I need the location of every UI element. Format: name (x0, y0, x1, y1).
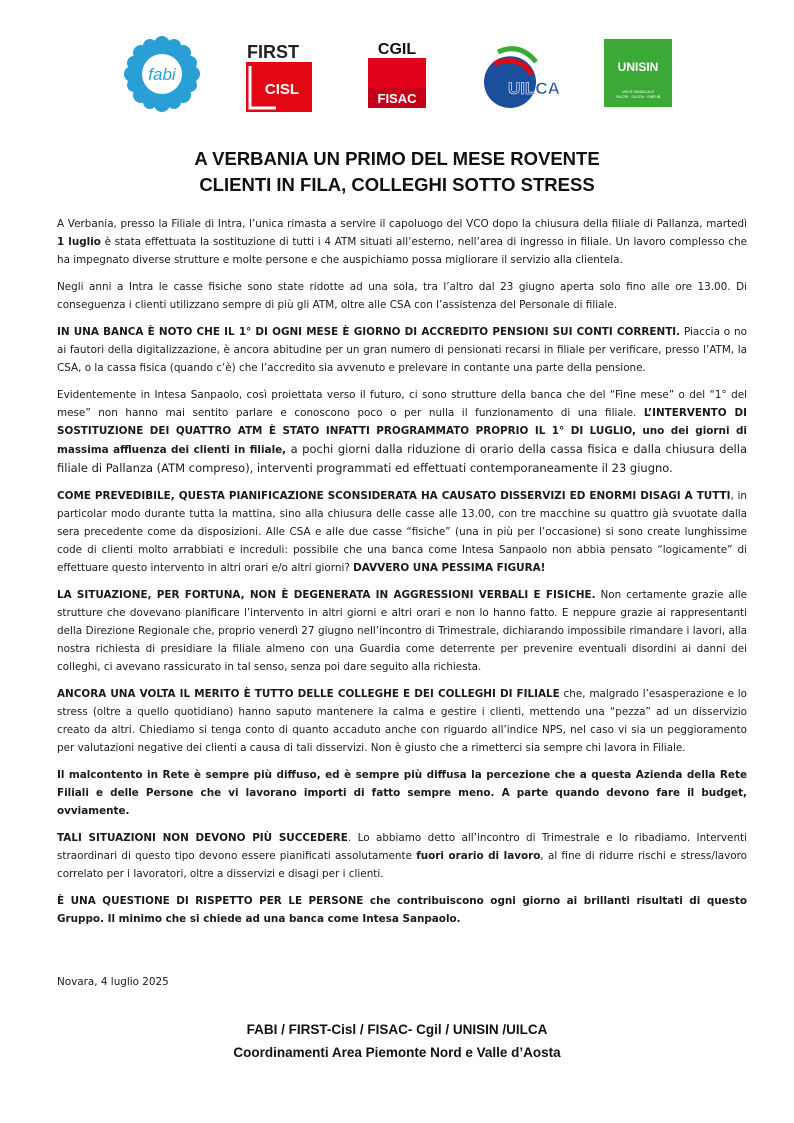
paragraph-5-text: , in particolar modo durante tutta la mattina, sino alla chiusura delle casse alle 13.00, con tre macchine su quattro già svuotate dalla sera precedente come da disposizioni. Alle CSA e alle due casse “fisiche” (una in più per l’occasione) si sono create lunghissime code di clienti molto arrabbiati e increduli: possibile che una banca come Intesa Sanpaolo non abbia pensato “logicamente” di effettuare questo intervento in altri orari e/o altri giorni? (57, 490, 747, 574)
paragraph-3-text: Piaccia o no ai fautori della digitalizzazione, è ancora abitudine per un gran numero di pensionati recarsi in filiale per verificare, presso l’ATM, la CSA, o la cassa fisica (quando c’è) che l’accredito sia avvenuto e prelevare in contante una parte della pensione. (57, 326, 747, 374)
cgil-logo-text: CGIL (377, 41, 417, 58)
first-cisl-logo (246, 42, 314, 112)
document-body (57, 215, 747, 937)
fabi-logo (122, 36, 202, 112)
fabi-logo-text: fabi (148, 65, 176, 84)
uilca-logo (480, 42, 566, 112)
paragraph-6-text: Non certamente grazie alle strutture che dovevano pianificare l’intervento in altri giorni e altri orari e non lo hanno fatto. E neppure grazie ai rappresentanti della Direzione Regionale che, proprio venerdì 27 giugno nell’incontro di Trimestrale, dichiarando impossibile rimandare i lavori, alla nostra richiesta di presidiare la filiale almeno con una Guardia come deterrente per prevenire eventuali disordini ai danni dei colleghi, ci avevano rassicurato in tal senso, senza poi dare seguito alla richiesta. (57, 589, 747, 673)
uilca-logo-text: UILCA (508, 79, 560, 98)
union-logos (0, 36, 794, 110)
paragraph-9 (57, 829, 747, 883)
title-line-1: A VERBANIA UN PRIMO DEL MESE ROVENTE (194, 148, 600, 169)
paragraph-5-bold-a: COME PREVEDIBILE, QUESTA PIANIFICAZIONE SCONSIDERATA HA CAUSATO DISSERVIZI ED ENORMI DISAGI A TUTTI (57, 490, 731, 502)
paragraph-4-text-a: Evidentemente in Intesa Sanpaolo, così proiettata verso il futuro, ci sono strutture della banca che del “Fine mese” o del “1° del mese” non hanno mai sentito parlare e conoscono poco o per nulla il funzionamento di una filiale. (57, 389, 747, 419)
paragraph-4 (57, 386, 747, 478)
signature-line-2: Coordinamenti Area Piemonte Nord e Valle d’Aosta (233, 1045, 561, 1060)
paragraph-1-text-c: è stata effettuata la sostituzione di tutti i 4 ATM situati all’esterno, nell’area di ingresso in filiale. Un lavoro complesso che ha impegnato diverse strutture e molte persone e che auspichiamo possa migliorare il servizio alla clientela. (57, 236, 747, 266)
paragraph-10 (57, 892, 747, 928)
unisin-logo-sub2: FALCRI · SILCEA · SINFUB (615, 95, 661, 99)
cgil-fisac-logo (366, 38, 428, 108)
dateline: Novara, 4 luglio 2025 (57, 976, 169, 988)
paragraph-3-bold: IN UNA BANCA È NOTO CHE IL 1° DI OGNI MESE È GIORNO DI ACCREDITO PENSIONI SUI CONTI CORRENTI. (57, 326, 681, 338)
fisac-logo-text: FISAC (377, 91, 417, 106)
unisin-logo-sub1: UNITÀ SINDACALE (621, 90, 655, 94)
paragraph-2: Negli anni a Intra le casse fisiche sono state ridotte ad una sola, tra l’altro dal 23 giugno aperta solo fino alle ore 13.00. Di conseguenza i clienti utilizzano sempre di più gli ATM, oltre alle CSA con l’assistenza del Personale di filiale. (57, 281, 747, 311)
paragraph-4-bold: L’INTERVENTO DI SOSTITUZIONE DEI QUATTRO ATM È STATO INFATTI PROGRAMMATO PROPRIO IL 1° DI LUGLIO, uno dei giorni di massima affluenza dei clienti in filiale, (57, 407, 747, 456)
paragraph-7 (57, 685, 747, 757)
paragraph-9-bold-c: fuori orario di lavoro (416, 850, 541, 862)
unisin-logo (604, 39, 672, 107)
paragraph-8-bold: Il malcontento in Rete è sempre più diffuso, ed è sempre più diffusa la percezione che a questa Azienda della Rete Filiali e delle Persone che vi lavorano importi di fatto sempre meno. A parte quando devono fare il budget, ovviamente. (57, 769, 747, 817)
paragraph-6 (57, 586, 747, 676)
document-title (0, 146, 794, 198)
paragraph-9-bold-a: TALI SITUAZIONI NON DEVONO PIÙ SUCCEDERE (57, 832, 348, 844)
paragraph-9-text-b: . Lo abbiamo detto all’incontro di Trimestrale e lo ribadiamo. Interventi straordinari di questo tipo devono essere pianificati assolutamente (57, 832, 747, 862)
paragraph-3 (57, 323, 747, 377)
paragraph-10-bold-b: che contribuiscono ogni giorno ai brillanti risultati di questo Gruppo. Il minimo che si chiede ad una banca come Intesa Sanpaolo. (57, 895, 747, 925)
paragraph-9-text-d: , al fine di ridurre rischi e stress/lavoro correlato per i lavoratori, oltre a disservizi e disagi per i clienti. (57, 850, 747, 880)
paragraph-7-text: che, malgrado l’esasperazione e lo stress (oltre a quello quotidiano) hanno saputo mantenere la calma e gestire i clienti, mettendo una “pezza” ad un disservizio creato da altri. Chiediamo si tenga conto di quanto accaduto anche con riguardo all’indice NPS, nel caso vi sia un peggioramento per valutazioni negative dei clienti a causa di tali disservizi. Non è giusto che a rimetterci sia sempre chi lavora in Filiale. (57, 688, 747, 754)
paragraph-1-bold: 1 luglio (57, 236, 101, 248)
paragraph-1 (57, 215, 747, 269)
title-line-2: CLIENTI IN FILA, COLLEGHI SOTTO STRESS (199, 174, 595, 195)
paragraph-6-bold: LA SITUAZIONE, PER FORTUNA, NON È DEGENERATA IN AGGRESSIONI VERBALI E FISICHE. (57, 589, 596, 601)
paragraph-10-bold-a: È UNA QUESTIONE DI RISPETTO PER LE PERSONE (57, 895, 364, 907)
paragraph-4-text-c: a pochi giorni dalla riduzione di orario della cassa fisica e dalla chiusura della filiale di Pallanza (ATM compreso), interventi programmati ed effettuati contemporaneamente il 23 giugno. (57, 442, 747, 475)
first-logo-text: FIRST (247, 42, 299, 62)
paragraph-5-bold-c: DAVVERO UNA PESSIMA FIGURA! (353, 562, 546, 574)
unisin-logo-text: UNISIN (617, 60, 659, 74)
signature-block (0, 1018, 794, 1064)
paragraph-7-bold: ANCORA UNA VOLTA IL MERITO È TUTTO DELLE COLLEGHE E DEI COLLEGHI DI FILIALE (57, 688, 560, 700)
paragraph-5 (57, 487, 747, 577)
signature-line-1: FABI / FIRST-Cisl / FISAC- Cgil / UNISIN /UILCA (246, 1022, 548, 1037)
cisl-logo-text: CISL (264, 81, 300, 98)
paragraph-1-text-a: A Verbania, presso la Filiale di Intra, l’unica rimasta a servire il capoluogo del VCO dopo la chiusura della filiale di Pallanza, martedì (57, 218, 747, 230)
paragraph-8 (57, 766, 747, 820)
